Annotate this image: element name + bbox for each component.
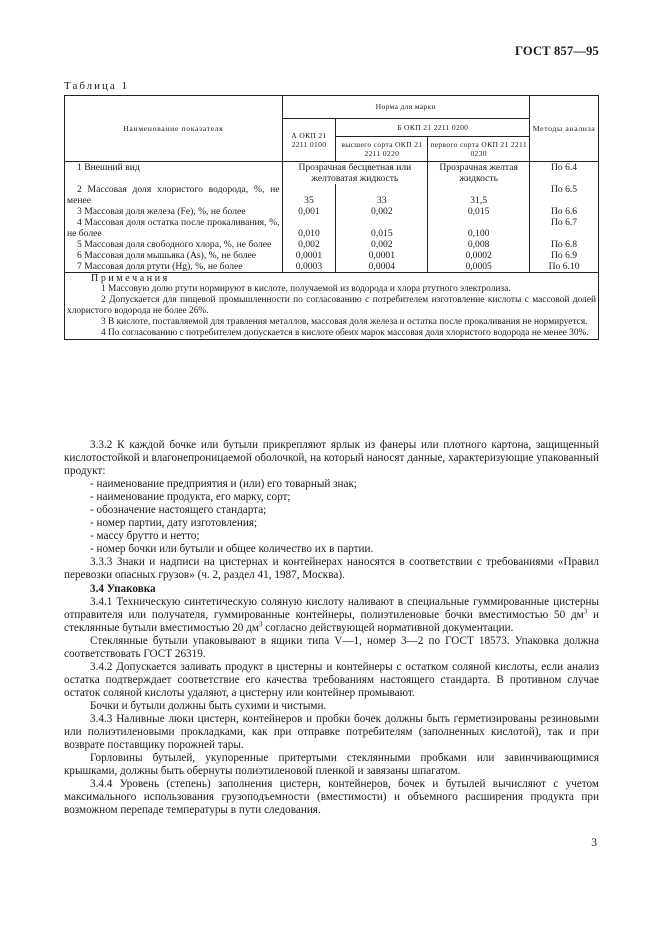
cell-a: 0,010: [282, 217, 336, 239]
cell-a: 35: [282, 184, 336, 206]
cell-method: По 6.9: [530, 250, 599, 261]
paragraph-bottles: Стеклянные бутыли упаковывают в ящики типа V—1, номер 3—2 по ГОСТ 18573. Упаковка должна соответствовать ГОСТ 26319.: [64, 634, 599, 660]
paragraph-necks: Горловины бутылей, укупоренные притертыми стеклянными пробками или завинчивающимися крышками, должны быть обернуты полиэтиленовой пленкой и завязаны шпагатом.: [64, 752, 599, 778]
note-item: 3 В кислоте, поставляемой для травления металлов, массовая доля железа и остатка после прокаливания не нормируется.: [101, 317, 588, 327]
cell-method: По 6.8: [530, 239, 599, 250]
note-item: 2 Допускается для пищевой промышленности по согласованию с потребителем изготовление кислоты с массовой долей хлористого водорода не более 26%.: [67, 295, 596, 316]
list-item: - массу брутто и нетто;: [90, 530, 200, 543]
cell-c: 0,015: [428, 206, 530, 217]
cell-c: 0,0002: [428, 250, 530, 261]
header-mark-b: Б ОКП 21 2211 0200: [336, 119, 530, 137]
cell-c: 31,5: [428, 184, 530, 206]
row-name: 2 Массовая доля хлористого водорода, %, не менее: [65, 184, 283, 206]
header-indicator-name: Наименование показателя: [65, 96, 283, 162]
paragraph-dry: Бочки и бутыли должны быть сухими и чистыми.: [90, 699, 327, 712]
cell-b: 0,002: [336, 239, 428, 250]
note-item: 4 По согласованию с потребителем допускается в кислоте обеих марок массовая доля хлористого водорода не менее 30%.: [101, 328, 589, 338]
table-row: [65, 250, 599, 261]
cell-a: 0,001: [282, 206, 336, 217]
row-name: 1 Внешний вид: [65, 162, 283, 185]
list-item: - номер бочки или бутыли и общее количество их в партии.: [90, 543, 374, 556]
header-mark-a: А ОКП 21 2211 0100: [282, 119, 336, 162]
table-row: [65, 239, 599, 250]
cell-method: По 6.6: [530, 206, 599, 217]
cell-b: 0,0004: [336, 261, 428, 273]
cell-a: 0,0001: [282, 250, 336, 261]
table-caption: Таблица 1: [64, 80, 130, 92]
cell-a: 0,0003: [282, 261, 336, 273]
list-item: - наименование предприятия и (или) его товарный знак;: [90, 478, 358, 491]
cell-b: 0,0001: [336, 250, 428, 261]
paragraph-3-4-2: 3.4.2 Допускается заливать продукт в цистерны и контейнеры с остатком соляной кислоты, если анализ остатка подтверждает соответствие его качества требованиям настоящего стандарта. В противном случае остаток соляной кислоты удаляют, а цистерну или контейнер промывают.: [64, 660, 599, 699]
cell-c: Прозрачная желтая жидкость: [428, 162, 530, 185]
header-norm: Норма для марки: [282, 96, 530, 119]
paragraph-3-3-3: 3.3.3 Знаки и надписи на цистернах и контейнерах наносятся в соответствии с требованиями «Правил перевозки опасных грузов» (ч. 2, раздел 41, 1987, Москва).: [64, 556, 599, 582]
cell-method: По 6.7: [530, 217, 599, 239]
row-name: 3 Массовая доля железа (Fe), %, не более: [65, 206, 283, 217]
superscript: 3: [583, 606, 588, 615]
header-grade-first: первого сорта ОКП 21 2211 0230: [428, 137, 530, 162]
paragraph-3-4-3: 3.4.3 Наливные люки цистерн, контейнеров и пробки бочек должны быть герметизированы резиновыми или полиэтиленовыми прокладками, как при отправке потребителям (заполненных кислотой), так и при возврате поставщику порожней тары.: [64, 712, 599, 752]
row-name: 7 Массовая доля ртути (Hg), %, не более: [65, 261, 283, 273]
cell-c: 0,008: [428, 239, 530, 250]
paragraph-3-3-2: 3.3.2 К каждой бочке или бутыли прикрепляют ярлык из фанеры или плотного картона, защищенный кислотостойкой и влагонепроницаемой оболочкой, на который наносят данные, характеризующие упакованный продукт:: [64, 439, 599, 478]
cell-method: По 6.4: [530, 162, 599, 185]
row-name: 4 Массовая доля остатка после прокаливания, %, не более: [65, 217, 283, 239]
cell-method: По 6.10: [530, 261, 599, 273]
table-notes: [65, 273, 599, 340]
table-row: [65, 184, 599, 206]
note-item: 1 Массовую долю ртути нормируют в кислоте, получаемой из водорода и хлора ртутного электролиза.: [101, 284, 511, 294]
cell-b: 0,015: [336, 217, 428, 239]
table-row: [65, 162, 599, 185]
body-text: [64, 439, 599, 817]
row-name: 6 Массовая доля мышьяка (As), %, не более: [65, 250, 283, 261]
cell-c: 0,0005: [428, 261, 530, 273]
paragraph-3-4-4: 3.4.4 Уровень (степень) заполнения цистерн, контейнеров, бочек и бутылей вычисляют с учетом максимального использования грузоподъемности (вместимости) и объемного расширения продукта при возможном перепаде температуры в пути следования.: [64, 778, 599, 817]
list-item: - номер партии, дату изготовления;: [90, 517, 258, 530]
cell-method: По 6.5: [530, 184, 599, 206]
cell-b: 33: [336, 184, 428, 206]
list-item: - наименование продукта, его марку, сорт;: [90, 491, 291, 504]
page-number: 3: [591, 837, 597, 849]
cell-b: 0,002: [336, 206, 428, 217]
table-row: [65, 217, 599, 239]
table-row: [65, 261, 599, 273]
gost-header: ГОСТ 857—95: [515, 44, 599, 58]
header-methods: Методы анализа: [530, 96, 599, 162]
cell-a: 0,002: [282, 239, 336, 250]
row-name: 5 Массовая доля свободного хлора, %, не более: [65, 239, 283, 250]
table-row: [65, 206, 599, 217]
header-grade-high: высшего сорта ОКП 21 2211 0220: [336, 137, 428, 162]
list-item: - обозначение настоящего стандарта;: [90, 504, 267, 517]
section-title-3-4: 3.4 Упаковка: [90, 582, 156, 595]
paragraph-3-4-1: 3.4.1 Техническую синтетическую соляную кислоту наливают в специальные гуммированные цистерны отправителя или получателя, гуммированные контейнеры, полиэтиленовые бочки вместимостью 50 $дм^3$ и стеклянные бутыли вместимостью 20 $дм^3$ согласно действующей нормативной документации.: [64, 595, 599, 634]
cell-c: 0,100: [428, 217, 530, 239]
superscript: 3: [258, 619, 263, 628]
specification-table: [64, 95, 599, 340]
table-notes-row: [65, 273, 599, 340]
cell-a-b: Прозрачная бесцветная или желтоватая жидкость: [282, 162, 428, 185]
notes-title: Примечания: [91, 273, 170, 284]
